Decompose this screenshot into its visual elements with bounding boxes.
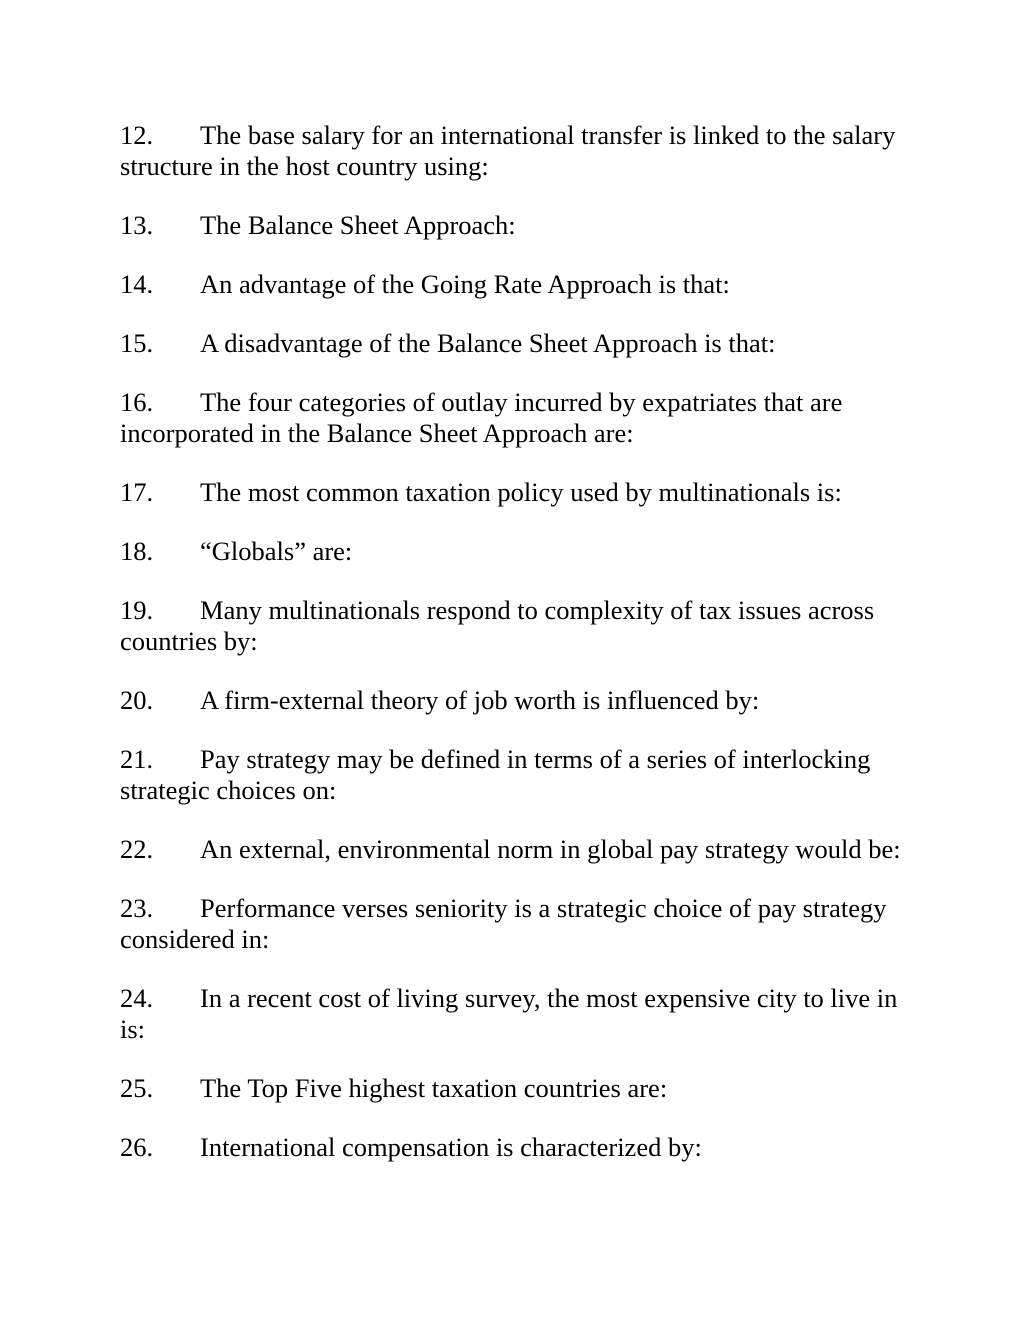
question-number: 15. bbox=[120, 328, 154, 358]
question-item bbox=[120, 328, 910, 359]
question-text: A firm-external theory of job worth is influenced by: bbox=[200, 685, 760, 715]
question-number: 25. bbox=[120, 1073, 154, 1103]
question-number: 16. bbox=[120, 387, 154, 417]
question-text: An advantage of the Going Rate Approach is that: bbox=[200, 269, 730, 299]
question-text: The most common taxation policy used by multinationals is: bbox=[200, 477, 842, 507]
question-item bbox=[120, 536, 910, 567]
question-item bbox=[120, 477, 910, 508]
question-text: Pay strategy may be defined in terms of a series of interlocking strategic choices on: bbox=[120, 744, 871, 805]
question-number: 22. bbox=[120, 834, 154, 864]
question-text: Performance verses seniority is a strategic choice of pay strategy considered in: bbox=[120, 893, 887, 954]
question-number: 14. bbox=[120, 269, 154, 299]
question-item bbox=[120, 1073, 910, 1104]
question-text: The Balance Sheet Approach: bbox=[200, 210, 516, 240]
question-text: The base salary for an international transfer is linked to the salary structure in the host country using: bbox=[120, 120, 896, 181]
question-number: 26. bbox=[120, 1132, 154, 1162]
question-text: The four categories of outlay incurred by expatriates that are incorporated in the Balance Sheet Approach are: bbox=[120, 387, 843, 448]
question-item bbox=[120, 744, 910, 806]
question-number: 24. bbox=[120, 983, 154, 1013]
question-text: An external, environmental norm in global pay strategy would be: bbox=[200, 834, 901, 864]
question-item bbox=[120, 983, 910, 1045]
question-item bbox=[120, 595, 910, 657]
question-number: 18. bbox=[120, 536, 154, 566]
question-item bbox=[120, 834, 910, 865]
question-number: 17. bbox=[120, 477, 154, 507]
question-item bbox=[120, 685, 910, 716]
question-item bbox=[120, 893, 910, 955]
question-text: “Globals” are: bbox=[200, 536, 353, 566]
question-list bbox=[120, 120, 910, 1191]
question-text: In a recent cost of living survey, the most expensive city to live in is: bbox=[120, 983, 898, 1044]
question-item bbox=[120, 387, 910, 449]
question-item bbox=[120, 1132, 910, 1163]
question-number: 19. bbox=[120, 595, 154, 625]
question-text: The Top Five highest taxation countries are: bbox=[200, 1073, 668, 1103]
question-text: International compensation is characterized by: bbox=[200, 1132, 702, 1162]
question-number: 12. bbox=[120, 120, 154, 150]
question-number: 13. bbox=[120, 210, 154, 240]
question-text: Many multinationals respond to complexity of tax issues across countries by: bbox=[120, 595, 875, 656]
question-number: 21. bbox=[120, 744, 154, 774]
question-text: A disadvantage of the Balance Sheet Approach is that: bbox=[200, 328, 776, 358]
question-number: 20. bbox=[120, 685, 154, 715]
question-item bbox=[120, 120, 910, 182]
question-number: 23. bbox=[120, 893, 154, 923]
question-item bbox=[120, 210, 910, 241]
question-item bbox=[120, 269, 910, 300]
